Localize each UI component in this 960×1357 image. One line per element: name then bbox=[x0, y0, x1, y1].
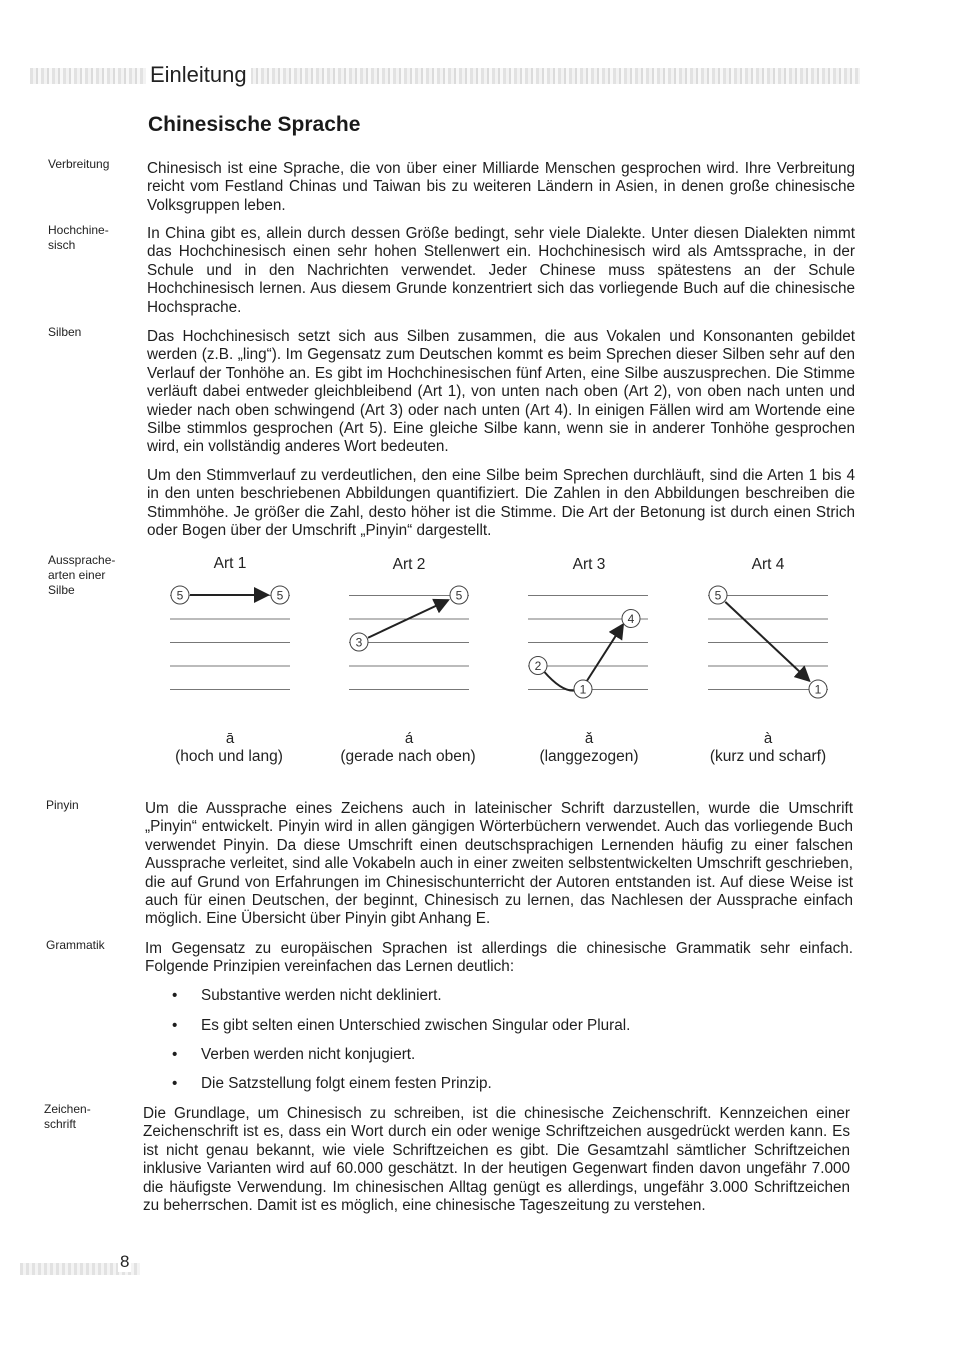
tone-3-diagram bbox=[523, 585, 653, 715]
tone-4-description: (kurz und scharf) bbox=[709, 748, 827, 765]
page-title: Chinesische Sprache bbox=[148, 113, 361, 136]
pitch-end-label: 1 bbox=[814, 682, 822, 697]
margin-label-silben: Silben bbox=[48, 325, 82, 339]
pitch-start-label: 3 bbox=[355, 635, 363, 650]
paragraph-pinyin: Um die Aussprache eines Zeichens auch in lateinischer Schrift darzustellen, wurde die Umschrift „Pinyin“ entwickelt. Pinyin wird in allen gängigen Wörterbüchern verwendet. Auch das vorliegende Buch verwendet Pinyin. Da diese Umschrift einen deutschsprachigen Lernenden häufig zu einer falschen Aussprache verleitet, sind alle Vokabeln auch in einer zweiten selbstentwickelten Umschrift geschrieben, die auf Grund von Erfahrungen im Chinesischunterricht der Autoren entstanden ist. Auf diese Weise ist auch für einen Deutschen, der beginnt, Chinesisch zu lernen, das Nachlesen der Aussprache einfach möglich. Eine Übersicht über Pinyin gibt Anhang E. bbox=[145, 800, 853, 928]
grammar-bullet: • Die Satzstellung folgt einem festen Prinzip. bbox=[172, 1075, 492, 1093]
pitch-end-label: 5 bbox=[455, 588, 463, 603]
section-header: Einleitung bbox=[146, 62, 251, 88]
margin-label-hochchinesisch: Hochchine-sisch bbox=[48, 223, 109, 252]
tone-2-diagram bbox=[344, 585, 474, 715]
grammar-bullet: • Substantive werden nicht dekliniert. bbox=[172, 987, 442, 1005]
paragraph-grammatik: Im Gegensatz zu europäischen Sprachen ist allerdings die chinesische Grammatik sehr einfach. Folgende Prinzipien vereinfachen das Lernen deutlich: bbox=[145, 940, 853, 976]
margin-label-grammatik: Grammatik bbox=[46, 938, 105, 952]
margin-label-zeichenschrift: Zeichen-schrift bbox=[44, 1102, 91, 1131]
grammar-bullet: • Es gibt selten einen Unterschied zwischen Singular oder Plural. bbox=[172, 1017, 630, 1035]
pitch-end-label: 5 bbox=[276, 588, 284, 603]
tone-1-contour bbox=[171, 586, 289, 604]
tone-3-label: Art 3 bbox=[572, 556, 606, 573]
contour-line bbox=[725, 602, 809, 681]
tone-1-diagram bbox=[165, 585, 295, 715]
tone-2-mark: á bbox=[404, 730, 414, 747]
tone-3-contour bbox=[529, 610, 640, 699]
pitch-end-label: 4 bbox=[627, 612, 635, 626]
margin-label-ausspracharten: Aussprache-arten einer Silbe bbox=[48, 553, 116, 597]
tone-3-mark: ǎ bbox=[584, 730, 594, 747]
tone-2-description: (gerade nach oben) bbox=[340, 748, 476, 765]
page-number: 8 bbox=[120, 1252, 130, 1271]
tone-4-label: Art 4 bbox=[751, 556, 785, 573]
tone-1-label: Art 1 bbox=[213, 555, 247, 572]
tone-4-diagram bbox=[703, 585, 833, 715]
tone-1-mark: ā bbox=[225, 730, 235, 747]
tone-1-description: (hoch und lang) bbox=[175, 748, 283, 765]
pitch-start-label: 5 bbox=[714, 588, 722, 603]
paragraph-silben-1: Das Hochchinesisch setzt sich aus Silben zusammen, die aus Vokalen und Konsonanten gebildet werden (z.B. „ling“). Im Gegensatz zum Deutschen kommt es beim Sprechen dieser Silben sehr auf den Verlauf der Tonhöhe an. Es gibt im Hochchinesischen fünf Arten, eine Silbe auszusprechen. Die Stimme verläuft dabei entweder gleichbleibend (Art 1), von unten nach oben (Art 2), von oben nach unten und wieder nach oben schwingend (Art 3) oder nach unten (Art 4). In einigen Fällen wird am Wortende eine Silbe stimmlos gesprochen (Art 5). Eine gleiche Silbe kann, wenn sie in anderer Tonhöhe gesprochen wird, ein vollständig anderes Wort bedeuten. bbox=[147, 328, 855, 456]
pitch-start-label: 5 bbox=[176, 588, 184, 603]
tone-4-mark: à bbox=[763, 730, 773, 747]
paragraph-verbreitung: Chinesisch ist eine Sprache, die von über einer Milliarde Menschen gesprochen wird. Ihre Verbreitung reicht vom Festland Chinas und Taiwan bis zu weiteren Ländern in Asien, in denen große chinesische Volksgruppen leben. bbox=[147, 160, 855, 214]
tone-3-description: (langgezogen) bbox=[539, 748, 639, 765]
paragraph-silben-2: Um den Stimmverlauf zu verdeutlichen, den eine Silbe beim Sprechen durchläuft, sind die Arten 1 bis 4 in den unten beschriebenen Abbildungen quantifiziert. Die Zahlen in den Abbildungen beschreiben die Stimmhöhe. Je größer die Zahl, desto höher ist die Stimme. Die Art der Betonung ist durch einen Strich oder Bogen über der Umschrift „Pinyin“ dargestellt. bbox=[147, 467, 855, 540]
tone-1-pitch-lines bbox=[170, 596, 290, 690]
margin-label-pinyin: Pinyin bbox=[46, 798, 79, 812]
paragraph-zeichenschrift: Die Grundlage, um Chinesisch zu schreiben, ist die chinesische Zeichenschrift. Kennzeichen einer Zeichenschrift ist es, dass ein Wort durch ein oder wenige Schriftzeichen ausgedrückt werden kann. Es ist nicht genau bekannt, wie viele Schriftzeichen es gibt. Die Gesamtzahl sämtlicher Schriftzeichen inklusive Varianten wird auf 60.000 geschätzt. In der heutigen Gegenwart finden davon ungefähr 7.000 die häufigste Verwendung. Im chinesischen Alltag genügt es allerdings, ungefähr 3.000 Schriftzeichen zu beherrschen. Damit ist es möglich, eine chinesische Tageszeitung zu verstehen. bbox=[143, 1105, 850, 1215]
margin-label-verbreitung: Verbreitung bbox=[48, 157, 110, 171]
grammar-bullet: • Verben werden nicht konjugiert. bbox=[172, 1046, 415, 1064]
pitch-dip-label: 1 bbox=[579, 682, 587, 697]
pitch-start-label: 2 bbox=[534, 659, 542, 673]
tone-2-label: Art 2 bbox=[392, 556, 426, 573]
paragraph-hochchinesisch: In China gibt es, allein durch dessen Größe bedingt, sehr viele Dialekte. Unter diesen Dialekten nimmt das Hochchinesisch einen sehr hohen Stellenwert ein. Hochchinesisch wird als Amtssprache, in der Schule und in den Nachrichten verwendet. Jeder Chinese muss spätestens an der Schule Hochchinesisch lernen. Aus diesem Grunde konzentriert sich das vorliegende Buch auf die chinesische Hochsprache. bbox=[147, 225, 855, 316]
